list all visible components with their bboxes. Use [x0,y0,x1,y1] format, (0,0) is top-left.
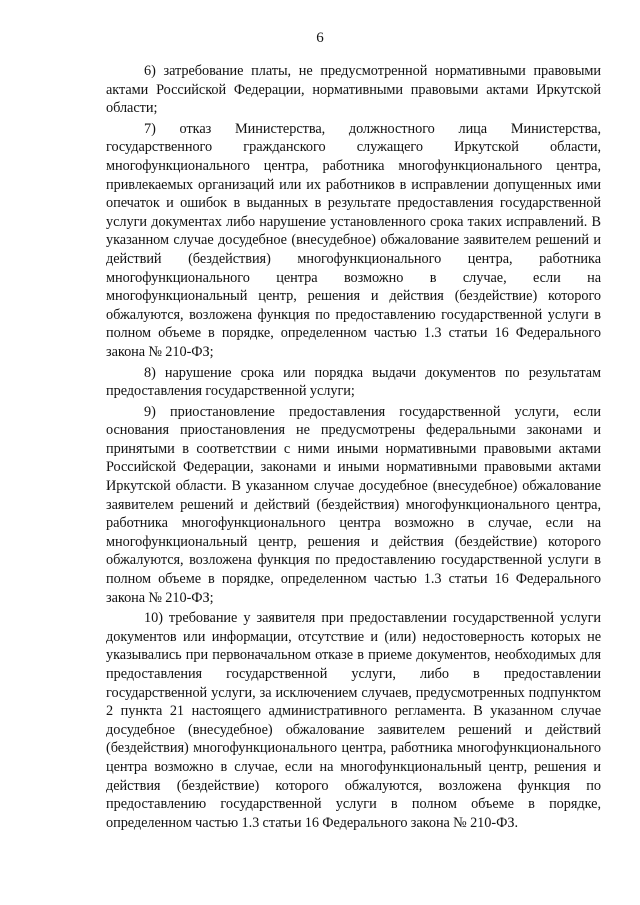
paragraph-item-8: 8) нарушение срока или порядка выдачи документов по результатам предоставления государственной услуги; [106,364,601,400]
paragraph-item-6: 6) затребование платы, не предусмотренной нормативными правовыми актами Российской Федерации, нормативными правовыми актами Иркутской области; [106,63,601,117]
page-number: 6 [316,30,324,46]
paragraph-item-9: 9) приостановление предоставления государственной услуги, если основания приостановления не предусмотрены федеральными законами и принятыми в соответствии с ними иными нормативными правовыми актами Российской Федерации, законами и иными нормативными правовыми актами Иркутской области. В указанном случае досудебное (внесудебное) обжалование заявителем решений и действий (бездействия) многофункционального центра, работника многофункционального центра возможно в случае, если на многофункциональный центр, решения и действия (бездействие) которого обжалуются, возложена функция по предоставлению государственной услуги в полном объеме в порядке, определенном частью 1.3 статьи 16 Федерального закона № 210-ФЗ; [106,403,601,606]
document-body [106,62,601,834]
paragraph-item-10: 10) требование у заявителя при предоставлении государственной услуги документов или информации, отсутствие и (или) недостоверность которых не указывались при первоначальном отказе в приеме документов, необходимых для предоставления государственной услуги, либо в предоставлении государственной услуги, за исключением случаев, предусмотренных подпунктом 2 пункта 21 настоящего административного регламента. В указанном случае досудебное (внесудебное) обжалование заявителем решений и действий (бездействия) многофункционального центра, работника многофункционального центра возможно в случае, если на многофункциональный центр, решения и действия (бездействие) которого обжалуются, возложена функция по предоставлению государственной услуги в полном объеме в порядке, определенном частью 1.3 статьи 16 Федерального закона № 210-ФЗ. [106,610,601,831]
paragraph-item-7: 7) отказ Министерства, должностного лица Министерства, государственного гражданского служащего Иркутской области, многофункционального центра, работника многофункционального центра, привлекаемых организаций или их работников в исправлении допущенных ими опечаток и ошибок в выданных в результате предоставления государственной услуги документах либо нарушение установленного срока таких исправлений. В указанном случае досудебное (внесудебное) обжалование заявителем решений и действий (бездействия) многофункционального центра, работника многофункционального центра возможно в случае, если на многофункциональный центр, решения и действия (бездействие) которого обжалуются, возложена функция по предоставлению государственной услуги в полном объеме в порядке, определенном частью 1.3 статьи 16 Федерального закона № 210-ФЗ; [106,120,601,360]
